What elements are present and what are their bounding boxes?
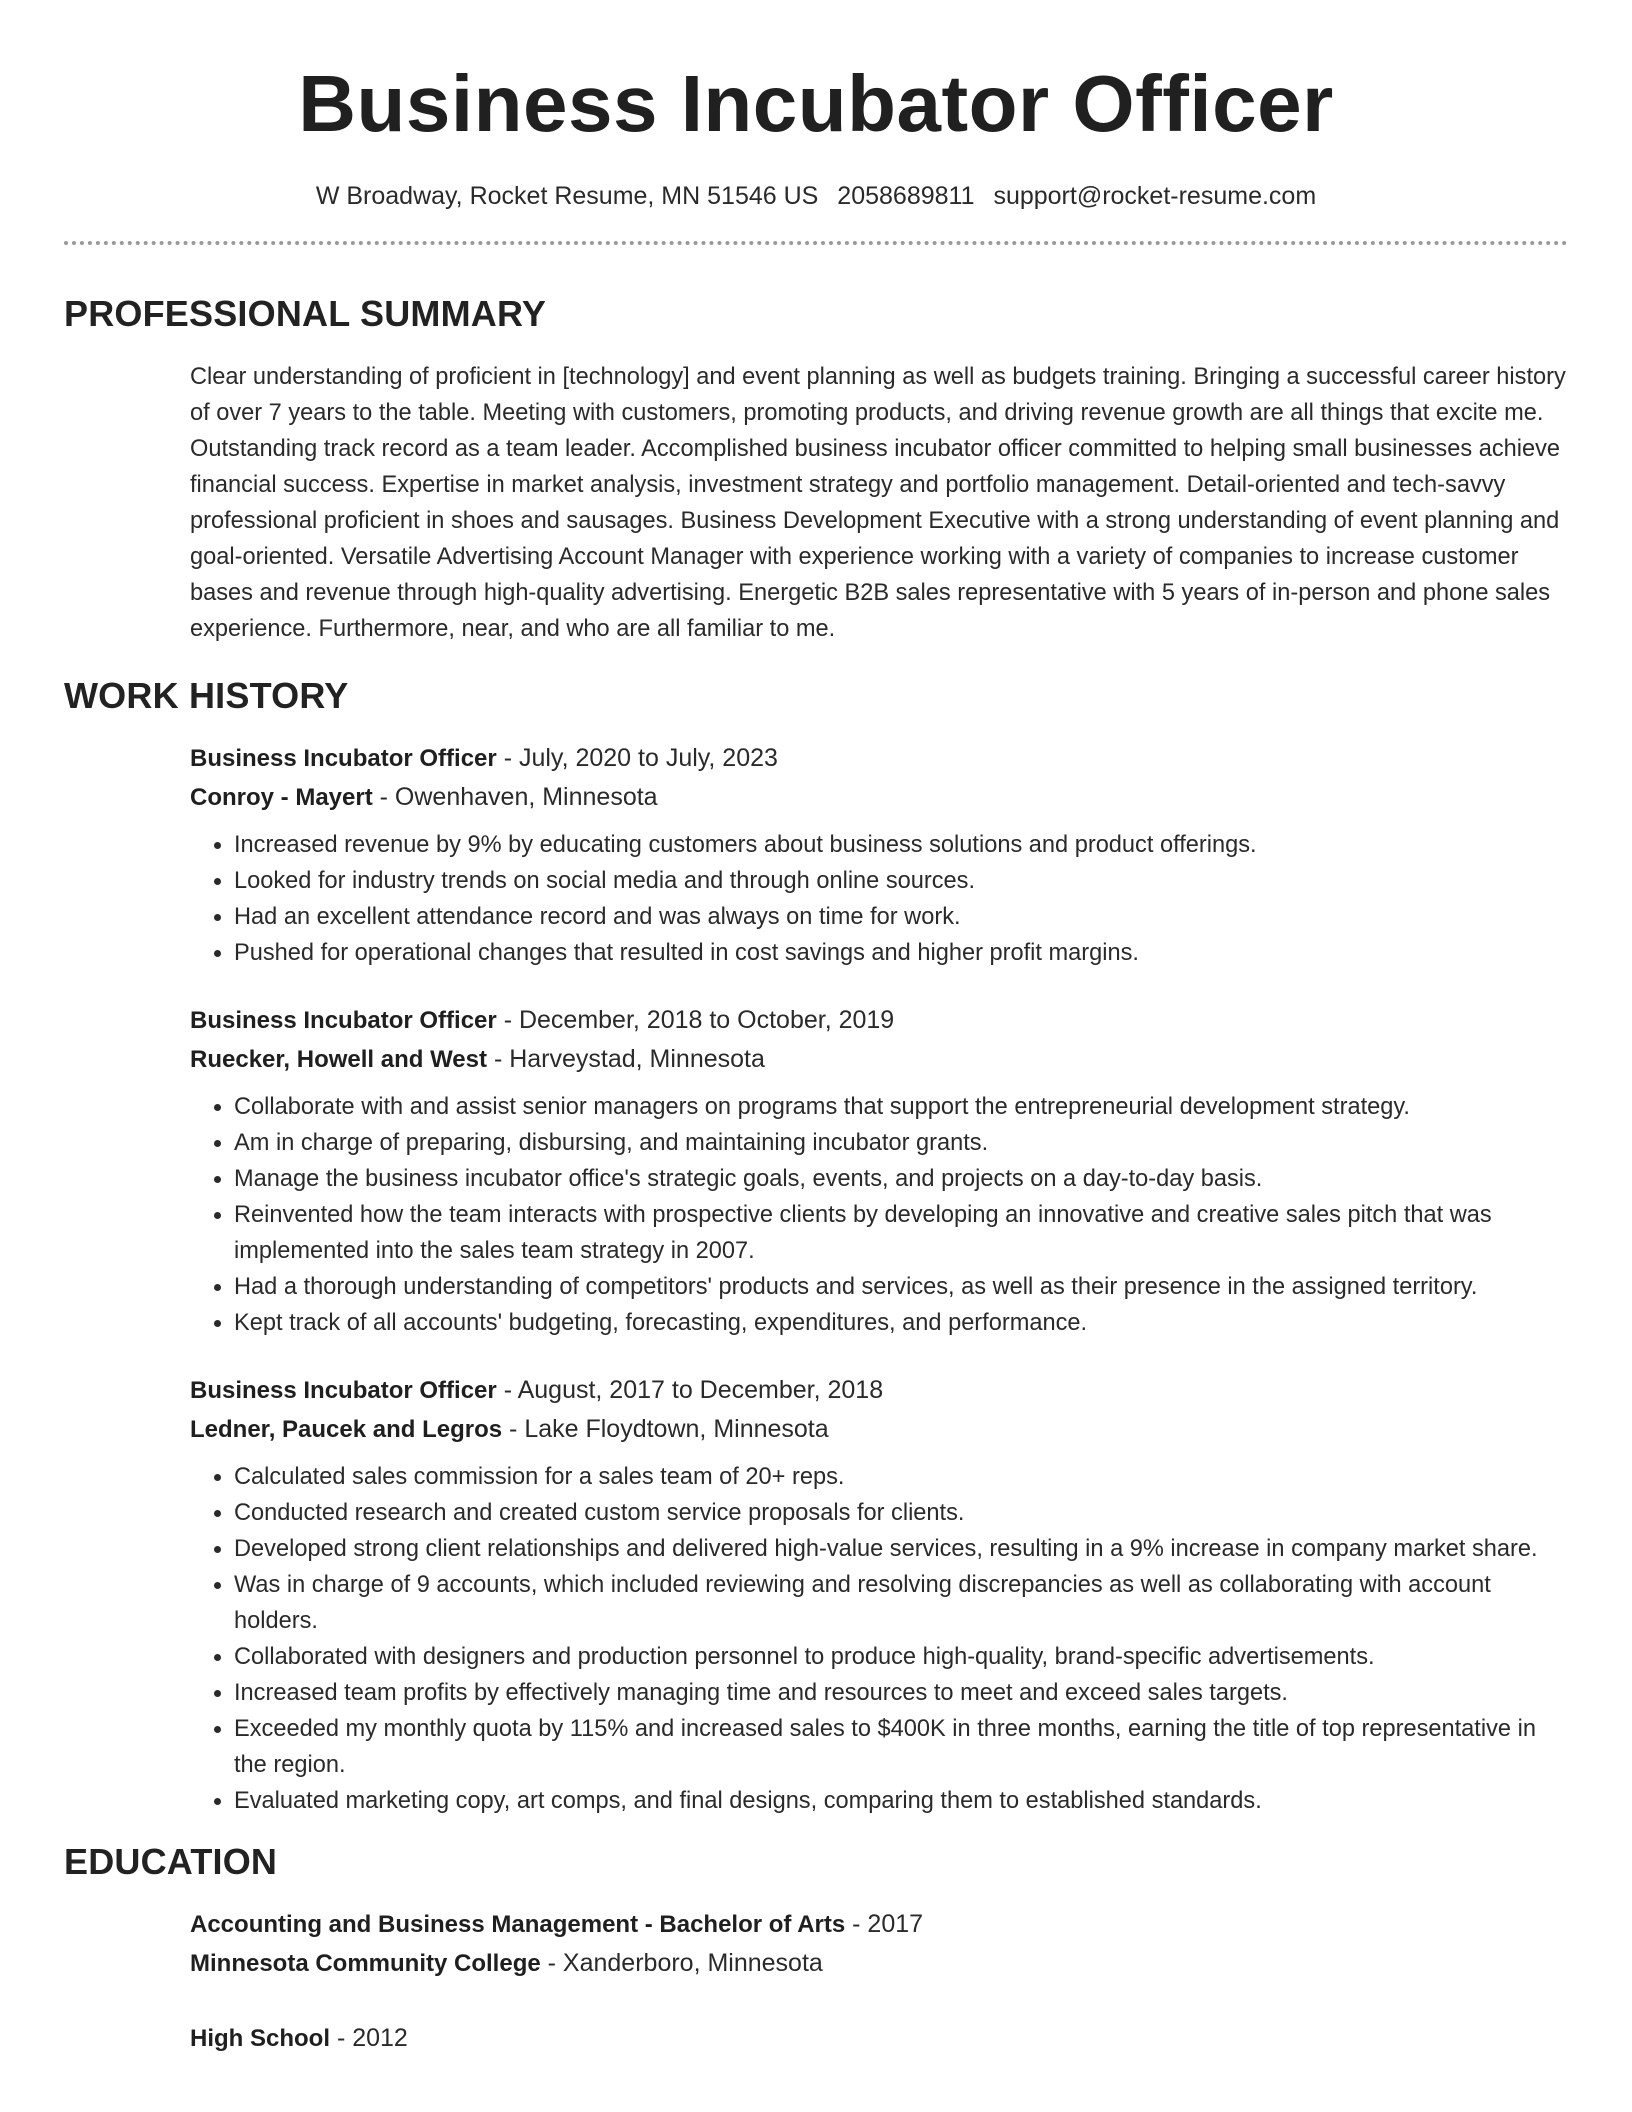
job-entry — [190, 739, 1568, 971]
job-bullet: • Looked for industry trends on social media and through online sources. — [234, 863, 1568, 899]
section-title-education: EDUCATION — [64, 1841, 278, 1882]
job-bullet: • Manage the business incubator office's strategic goals, events, and projects on a day-to-day basis. — [234, 1161, 1568, 1197]
job-bullet: • Increased team profits by effectively managing time and resources to meet and exceed sales targets. — [234, 1675, 1568, 1711]
job-dates: - August, 2017 to December, 2018 — [496, 1376, 884, 1404]
job-company: Ledner, Paucek and Legros — [190, 1416, 503, 1443]
education-degree: Accounting and Business Management - Bachelor of Arts — [190, 1911, 846, 1938]
job-company: Ruecker, Howell and West — [190, 1046, 487, 1073]
job-company: Conroy - Mayert — [190, 784, 373, 811]
job-location: - Lake Floydtown, Minnesota — [502, 1415, 829, 1443]
job-bullets — [190, 1089, 1568, 1341]
contact-line — [64, 182, 1568, 211]
job-bullet: • Had an excellent attendance record and was always on time for work. — [234, 899, 1568, 935]
job-bullet: • Am in charge of preparing, disbursing, and maintaining incubator grants. — [234, 1125, 1568, 1161]
job-bullets — [190, 827, 1568, 971]
job-company-line — [190, 1040, 1568, 1079]
job-title-line — [190, 739, 1568, 778]
job-bullet: • Calculated sales commission for a sales team of 20+ reps. — [234, 1459, 1568, 1495]
job-role: Business Incubator Officer — [190, 745, 497, 772]
job-dates: - December, 2018 to October, 2019 — [496, 1006, 895, 1034]
job-title-line — [190, 1001, 1568, 1040]
job-entry — [190, 1001, 1568, 1341]
section-title-summary: PROFESSIONAL SUMMARY — [64, 293, 547, 334]
education-year: - 2017 — [845, 1910, 924, 1938]
contact-phone: 2058689811 — [837, 182, 975, 210]
education-entry — [190, 1905, 1568, 1983]
contact-email: support@rocket-resume.com — [993, 182, 1317, 210]
contact-address: W Broadway, Rocket Resume, MN 51546 US — [315, 182, 819, 210]
job-company-line — [190, 778, 1568, 817]
job-bullet: • Reinvented how the team interacts with prospective clients by developing an innovative and creative sales pitch that was implemented into the sales team strategy in 2007. — [234, 1197, 1568, 1269]
job-bullet: • Evaluated marketing copy, art comps, and final designs, comparing them to established standards. — [234, 1783, 1568, 1819]
job-dates: - July, 2020 to July, 2023 — [496, 744, 778, 772]
job-bullet: • Was in charge of 9 accounts, which included reviewing and resolving discrepancies as well as collaborating with account holders. — [234, 1567, 1568, 1639]
job-bullet: • Exceeded my monthly quota by 115% and increased sales to $400K in three months, earning the title of top representative in the region. — [234, 1711, 1568, 1783]
job-bullet: • Collaborate with and assist senior managers on programs that support the entrepreneurial development strategy. — [234, 1089, 1568, 1125]
job-role: Business Incubator Officer — [190, 1377, 497, 1404]
education-degree-line — [190, 1905, 1568, 1944]
work-history — [64, 739, 1568, 1819]
job-bullet: • Conducted research and created custom service proposals for clients. — [234, 1495, 1568, 1531]
section-title-work: WORK HISTORY — [64, 675, 349, 716]
job-location: - Owenhaven, Minnesota — [372, 783, 658, 811]
resume-name: Business Incubator Officer — [298, 59, 1334, 148]
education-entry — [190, 2019, 1568, 2058]
education-school: Minnesota Community College — [190, 1950, 541, 1977]
job-role: Business Incubator Officer — [190, 1007, 497, 1034]
job-title-line — [190, 1371, 1568, 1410]
education-year: - 2012 — [330, 2024, 408, 2052]
summary-text: Clear understanding of proficient in [technology] and event planning as well as budgets training. Bringing a successful career history of over 7 years to the table. Meeting with customers, promoting products, and driving revenue growth are all things that excite me. Outstanding track record as a team leader. Accomplished business incubator officer committed to helping small businesses achieve financial success. Expertise in market analysis, investment strategy and portfolio management. Detail-oriented and tech-savvy professional proficient in shoes and sausages. Business Development Executive with a strong understanding of event planning and goal-oriented. Versatile Advertising Account Manager with experience working with a variety of companies to increase customer bases and revenue through high-quality advertising. Energetic B2B sales representative with 5 years of in-person and phone sales experience. Furthermore, near, and who are all familiar to me. — [190, 364, 1566, 642]
job-bullets — [190, 1459, 1568, 1819]
job-bullet: • Collaborated with designers and production personnel to produce high-quality, brand-specific advertisements. — [234, 1639, 1568, 1675]
education-location: - Xanderboro, Minnesota — [540, 1949, 823, 1977]
job-entry — [190, 1371, 1568, 1819]
job-bullet: • Kept track of all accounts' budgeting, forecasting, expenditures, and performance. — [234, 1305, 1568, 1341]
job-company-line — [190, 1410, 1568, 1449]
job-bullet: • Had a thorough understanding of competitors' products and services, as well as their presence in the assigned territory. — [234, 1269, 1568, 1305]
header-divider — [64, 241, 1568, 245]
education-degree-line — [190, 2019, 1568, 2058]
education-school-line — [190, 1944, 1568, 1983]
education-list — [64, 1905, 1568, 2058]
job-location: - Harveystad, Minnesota — [487, 1045, 765, 1073]
job-bullet: • Developed strong client relationships and delivered high-value services, resulting in a 9% increase in company market share. — [234, 1531, 1568, 1567]
education-degree: High School — [190, 2025, 330, 2052]
job-bullet: • Increased revenue by 9% by educating customers about business solutions and product offerings. — [234, 827, 1568, 863]
job-bullet: • Pushed for operational changes that resulted in cost savings and higher profit margins. — [234, 935, 1568, 971]
